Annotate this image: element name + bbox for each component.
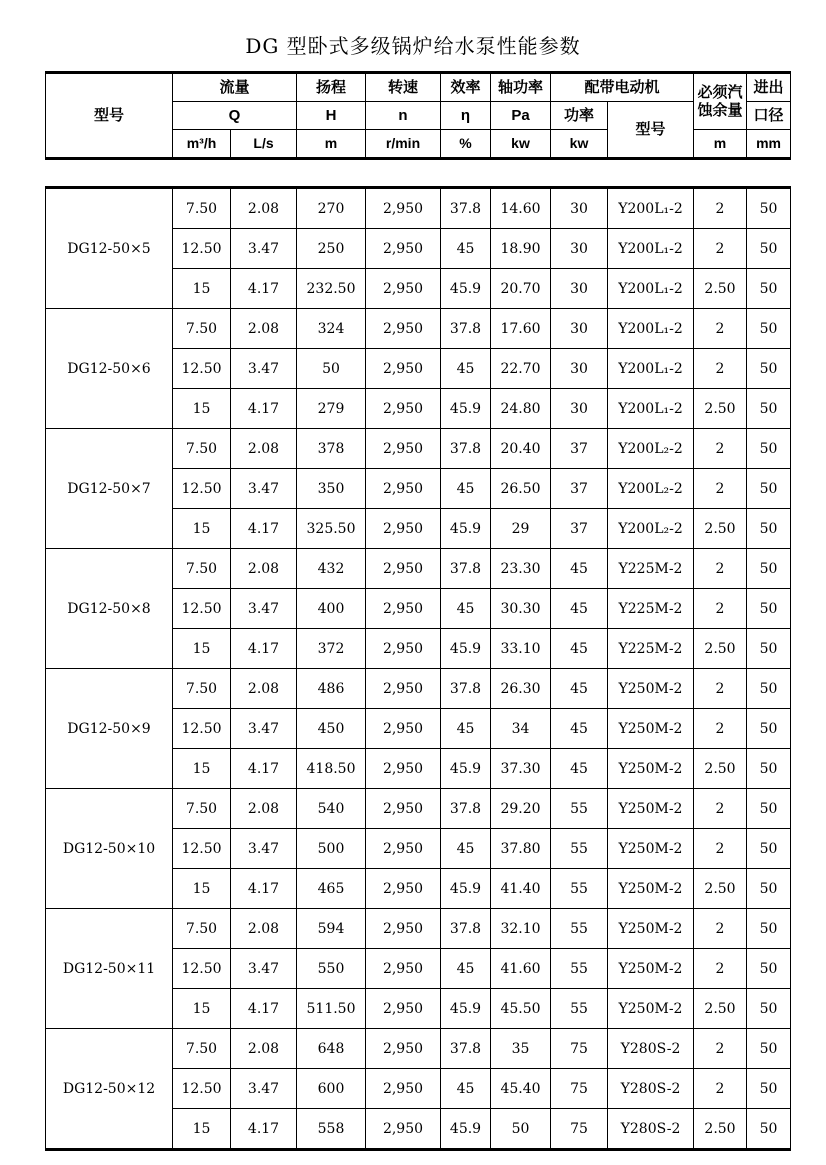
data-cell: 37.8 [441,429,491,469]
data-cell: Y250M-2 [608,749,694,789]
unit-speed: r/min [366,130,441,159]
data-cell: 45 [551,549,608,589]
data-cell: 50 [491,1109,551,1150]
data-cell: 45 [441,829,491,869]
data-cell: 2,950 [366,1069,441,1109]
data-cell: 3.47 [231,709,297,749]
data-cell: Y280S-2 [608,1069,694,1109]
data-cell: 45.9 [441,749,491,789]
col-header-efficiency: 效率 [441,73,491,102]
data-cell: 50 [747,188,791,229]
data-cell: 500 [297,829,366,869]
data-cell: 2,950 [366,269,441,309]
data-cell: 600 [297,1069,366,1109]
data-cell: 4.17 [231,509,297,549]
data-cell: 2.08 [231,429,297,469]
data-cell: 30 [551,349,608,389]
data-cell: 15 [173,1109,231,1150]
data-cell: 2.50 [694,1109,747,1150]
data-cell: 2 [694,349,747,389]
data-cell: 17.60 [491,309,551,349]
data-cell: 45.9 [441,989,491,1029]
data-cell: Y280S-2 [608,1109,694,1150]
data-cell: 2 [694,789,747,829]
data-cell: 14.60 [491,188,551,229]
data-cell: 55 [551,789,608,829]
table-row [46,1029,791,1069]
data-cell: 4.17 [231,269,297,309]
data-cell: 2.08 [231,909,297,949]
data-cell: 45 [441,589,491,629]
data-cell: 2 [694,829,747,869]
data-cell: 2 [694,469,747,509]
data-cell: 2,950 [366,789,441,829]
data-cell: 45.9 [441,269,491,309]
data-cell: 2.50 [694,629,747,669]
data-cell: 2 [694,909,747,949]
data-cell: Y200L₁-2 [608,309,694,349]
npsh-label-line2: 蚀余量 [697,101,743,119]
data-cell: 55 [551,949,608,989]
data-cell: Y200L₁-2 [608,229,694,269]
data-cell: Y250M-2 [608,949,694,989]
data-cell: 2,950 [366,389,441,429]
data-cell: 350 [297,469,366,509]
header-row-1 [46,73,791,102]
symbol-shaft-power: Pa [491,102,551,130]
data-cell: 55 [551,829,608,869]
data-cell: 2,950 [366,829,441,869]
data-cell: 7.50 [173,188,231,229]
data-cell: 37.8 [441,669,491,709]
data-cell: 15 [173,749,231,789]
data-cell: 37.30 [491,749,551,789]
data-cell: 324 [297,309,366,349]
data-cell: 22.70 [491,349,551,389]
data-cell: 12.50 [173,469,231,509]
col-header-shaft-power: 轴功率 [491,73,551,102]
col-header-speed: 转速 [366,73,441,102]
data-cell: 15 [173,629,231,669]
data-cell: Y250M-2 [608,709,694,749]
col-header-flow: 流量 [173,73,297,102]
data-cell: 12.50 [173,349,231,389]
table-row [46,909,791,949]
data-cell: 7.50 [173,429,231,469]
data-cell: Y200L₁-2 [608,389,694,429]
data-cell: 15 [173,389,231,429]
data-cell: 12.50 [173,709,231,749]
data-cell: 50 [747,549,791,589]
data-cell: Y225M-2 [608,589,694,629]
data-cell: 2,950 [366,869,441,909]
data-cell: 450 [297,709,366,749]
data-cell: 50 [747,629,791,669]
data-cell: 50 [747,389,791,429]
data-cell: 232.50 [297,269,366,309]
data-cell: 15 [173,989,231,1029]
data-cell: Y200L₁-2 [608,188,694,229]
data-cell: 15 [173,509,231,549]
pump-model-cell: DG12-50×5 [46,188,173,309]
data-cell: 12.50 [173,1069,231,1109]
pump-model-cell: DG12-50×7 [46,429,173,549]
data-cell: 2 [694,589,747,629]
data-cell: 2 [694,229,747,269]
data-cell: Y250M-2 [608,989,694,1029]
data-cell: Y250M-2 [608,789,694,829]
data-cell: 2,950 [366,309,441,349]
data-cell: Y200L₂-2 [608,469,694,509]
data-cell: 32.10 [491,909,551,949]
data-cell: 2,950 [366,1109,441,1150]
symbol-head: H [297,102,366,130]
data-cell: 2,950 [366,509,441,549]
data-cell: Y250M-2 [608,869,694,909]
data-cell: 50 [747,989,791,1029]
data-cell: 50 [747,349,791,389]
data-cell: 2.08 [231,1029,297,1069]
data-cell: 45.9 [441,389,491,429]
data-cell: 2.08 [231,188,297,229]
data-cell: 45 [551,709,608,749]
col-header-motor-model: 型号 [608,102,694,159]
data-cell: 15 [173,269,231,309]
data-cell: 26.50 [491,469,551,509]
data-cell: 2.08 [231,309,297,349]
data-cell: 50 [747,749,791,789]
data-cell: 50 [747,1069,791,1109]
data-cell: 2.50 [694,509,747,549]
data-cell: 2,950 [366,229,441,269]
pump-model-cell: DG12-50×10 [46,789,173,909]
data-cell: 2.50 [694,389,747,429]
unit-flow-ls: L/s [231,130,297,159]
data-cell: 50 [747,669,791,709]
data-cell: 50 [747,429,791,469]
data-cell: 594 [297,909,366,949]
data-cell: 2,950 [366,349,441,389]
data-cell: 30 [551,389,608,429]
col-header-pump-model: 型号 [46,73,173,159]
table-row [46,669,791,709]
data-cell: Y200L₁-2 [608,269,694,309]
data-cell: 2.08 [231,789,297,829]
data-cell: 50 [747,789,791,829]
data-cell: 400 [297,589,366,629]
data-table-body [46,188,791,1150]
data-cell: 50 [747,1029,791,1069]
unit-shaft-power: kw [491,130,551,159]
data-cell: 15 [173,869,231,909]
data-cell: Y200L₂-2 [608,429,694,469]
data-cell: 45 [551,629,608,669]
data-cell: 30 [551,309,608,349]
data-cell: 45 [441,469,491,509]
col-header-port-line2: 口径 [747,102,791,130]
data-cell: 2,950 [366,749,441,789]
data-cell: 12.50 [173,589,231,629]
data-cell: 30.30 [491,589,551,629]
data-cell: 50 [747,589,791,629]
data-cell: 4.17 [231,749,297,789]
data-cell: 372 [297,629,366,669]
data-cell: 2,950 [366,629,441,669]
data-cell: 55 [551,989,608,1029]
data-cell: 37.8 [441,909,491,949]
data-cell: 30 [551,269,608,309]
data-cell: 486 [297,669,366,709]
data-cell: 45 [551,669,608,709]
data-cell: 558 [297,1109,366,1150]
data-cell: 2,950 [366,469,441,509]
data-cell: 465 [297,869,366,909]
data-cell: 4.17 [231,869,297,909]
data-cell: 45.9 [441,509,491,549]
data-cell: 2,950 [366,549,441,589]
data-cell: 55 [551,869,608,909]
data-cell: 418.50 [297,749,366,789]
data-cell: 3.47 [231,1069,297,1109]
data-cell: 4.17 [231,629,297,669]
col-header-motor: 配带电动机 [551,73,694,102]
data-cell: 41.40 [491,869,551,909]
data-cell: 2.50 [694,749,747,789]
pump-model-cell: DG12-50×11 [46,909,173,1029]
data-cell: 2 [694,669,747,709]
data-cell: 12.50 [173,229,231,269]
data-cell: 2.50 [694,269,747,309]
data-cell: Y250M-2 [608,909,694,949]
header-table [45,71,791,160]
table-row [46,188,791,229]
data-cell: 279 [297,389,366,429]
data-cell: 2,950 [366,589,441,629]
data-cell: 50 [747,1109,791,1150]
data-cell: 2 [694,1029,747,1069]
table-row [46,309,791,349]
data-cell: 41.60 [491,949,551,989]
data-cell: 50 [747,869,791,909]
unit-flow-m3h: m³/h [173,130,231,159]
data-cell: 45 [441,1069,491,1109]
data-cell: 12.50 [173,949,231,989]
data-cell: 37.8 [441,789,491,829]
data-cell: 2.50 [694,869,747,909]
data-cell: 250 [297,229,366,269]
npsh-label-line1: 必须汽 [697,84,743,102]
data-cell: 50 [747,229,791,269]
data-cell: 37.80 [491,829,551,869]
data-cell: 3.47 [231,349,297,389]
data-table [45,186,791,1151]
data-cell: 24.80 [491,389,551,429]
data-cell: 50 [747,469,791,509]
data-cell: 33.10 [491,629,551,669]
data-cell: 37 [551,429,608,469]
table-row [46,789,791,829]
data-cell: 75 [551,1109,608,1150]
data-cell: 2,950 [366,188,441,229]
data-cell: 4.17 [231,389,297,429]
col-header-motor-power: 功率 [551,102,608,130]
data-cell: 37 [551,509,608,549]
data-cell: 3.47 [231,589,297,629]
data-cell: 37 [551,469,608,509]
data-cell: 540 [297,789,366,829]
data-cell: 432 [297,549,366,589]
data-cell: 50 [747,309,791,349]
data-cell: 2.08 [231,669,297,709]
data-cell: 55 [551,909,608,949]
data-cell: 325.50 [297,509,366,549]
unit-efficiency: % [441,130,491,159]
pump-model-cell: DG12-50×9 [46,669,173,789]
table-row [46,549,791,589]
data-cell: 2 [694,429,747,469]
data-cell: 4.17 [231,1109,297,1150]
col-header-npsh [694,73,747,130]
data-cell: Y225M-2 [608,629,694,669]
data-cell: 2,950 [366,949,441,989]
data-cell: 45.9 [441,869,491,909]
symbol-flow: Q [173,102,297,130]
data-cell: 3.47 [231,829,297,869]
data-cell: Y250M-2 [608,829,694,869]
data-cell: 270 [297,188,366,229]
data-cell: 45.9 [441,629,491,669]
data-cell: 2,950 [366,1029,441,1069]
data-cell: 2 [694,949,747,989]
data-cell: 45.9 [441,1109,491,1150]
data-cell: 37.8 [441,309,491,349]
data-cell: 75 [551,1069,608,1109]
data-cell: 45.50 [491,989,551,1029]
data-cell: 50 [297,349,366,389]
data-cell: Y200L₁-2 [608,349,694,389]
data-cell: 50 [747,509,791,549]
data-cell: 20.70 [491,269,551,309]
data-cell: 29 [491,509,551,549]
data-cell: 50 [747,709,791,749]
data-cell: 7.50 [173,309,231,349]
data-cell: 2,950 [366,709,441,749]
data-cell: 2 [694,1069,747,1109]
data-cell: 37.8 [441,549,491,589]
data-cell: 550 [297,949,366,989]
data-cell: 648 [297,1029,366,1069]
data-cell: 45 [441,709,491,749]
pump-model-cell: DG12-50×8 [46,549,173,669]
data-cell: 12.50 [173,829,231,869]
unit-npsh: m [694,130,747,159]
data-cell: 7.50 [173,789,231,829]
unit-port: mm [747,130,791,159]
data-cell: 26.30 [491,669,551,709]
col-header-head: 扬程 [297,73,366,102]
data-cell: 7.50 [173,909,231,949]
table-row [46,429,791,469]
data-cell: 20.40 [491,429,551,469]
data-cell: 30 [551,229,608,269]
data-cell: 50 [747,829,791,869]
data-cell: 75 [551,1029,608,1069]
data-cell: 30 [551,188,608,229]
data-cell: 45 [441,949,491,989]
data-cell: 50 [747,909,791,949]
data-cell: 50 [747,269,791,309]
data-cell: 2.50 [694,989,747,1029]
data-cell: Y200L₂-2 [608,509,694,549]
data-cell: 2.08 [231,549,297,589]
data-cell: 2,950 [366,989,441,1029]
data-cell: 4.17 [231,989,297,1029]
unit-motor-power: kw [551,130,608,159]
symbol-efficiency: η [441,102,491,130]
data-cell: 34 [491,709,551,749]
data-cell: 45 [441,349,491,389]
data-cell: 35 [491,1029,551,1069]
data-cell: 2,950 [366,429,441,469]
data-cell: 45 [551,589,608,629]
data-cell: 511.50 [297,989,366,1029]
page-title: DG 型卧式多级锅炉给水泵性能参数 [245,34,581,58]
data-cell: 45 [551,749,608,789]
data-cell: 2 [694,709,747,749]
data-cell: 18.90 [491,229,551,269]
data-cell: 3.47 [231,949,297,989]
pump-model-cell: DG12-50×6 [46,309,173,429]
data-cell: 29.20 [491,789,551,829]
data-cell: 7.50 [173,549,231,589]
data-cell: 23.30 [491,549,551,589]
data-cell: 7.50 [173,1029,231,1069]
data-cell: 2 [694,309,747,349]
data-cell: 2,950 [366,909,441,949]
data-cell: 37.8 [441,188,491,229]
data-cell: 45 [441,229,491,269]
data-cell: Y250M-2 [608,669,694,709]
data-cell: 378 [297,429,366,469]
data-cell: 3.47 [231,469,297,509]
symbol-speed: n [366,102,441,130]
data-cell: 3.47 [231,229,297,269]
data-cell: 50 [747,949,791,989]
col-header-port-line1: 进出 [747,73,791,102]
data-cell: Y280S-2 [608,1029,694,1069]
data-cell: 2 [694,188,747,229]
unit-head: m [297,130,366,159]
data-cell: 37.8 [441,1029,491,1069]
data-cell: 2 [694,549,747,589]
data-cell: 2,950 [366,669,441,709]
data-cell: Y225M-2 [608,549,694,589]
data-cell: 7.50 [173,669,231,709]
data-cell: 45.40 [491,1069,551,1109]
pump-model-cell: DG12-50×12 [46,1029,173,1150]
